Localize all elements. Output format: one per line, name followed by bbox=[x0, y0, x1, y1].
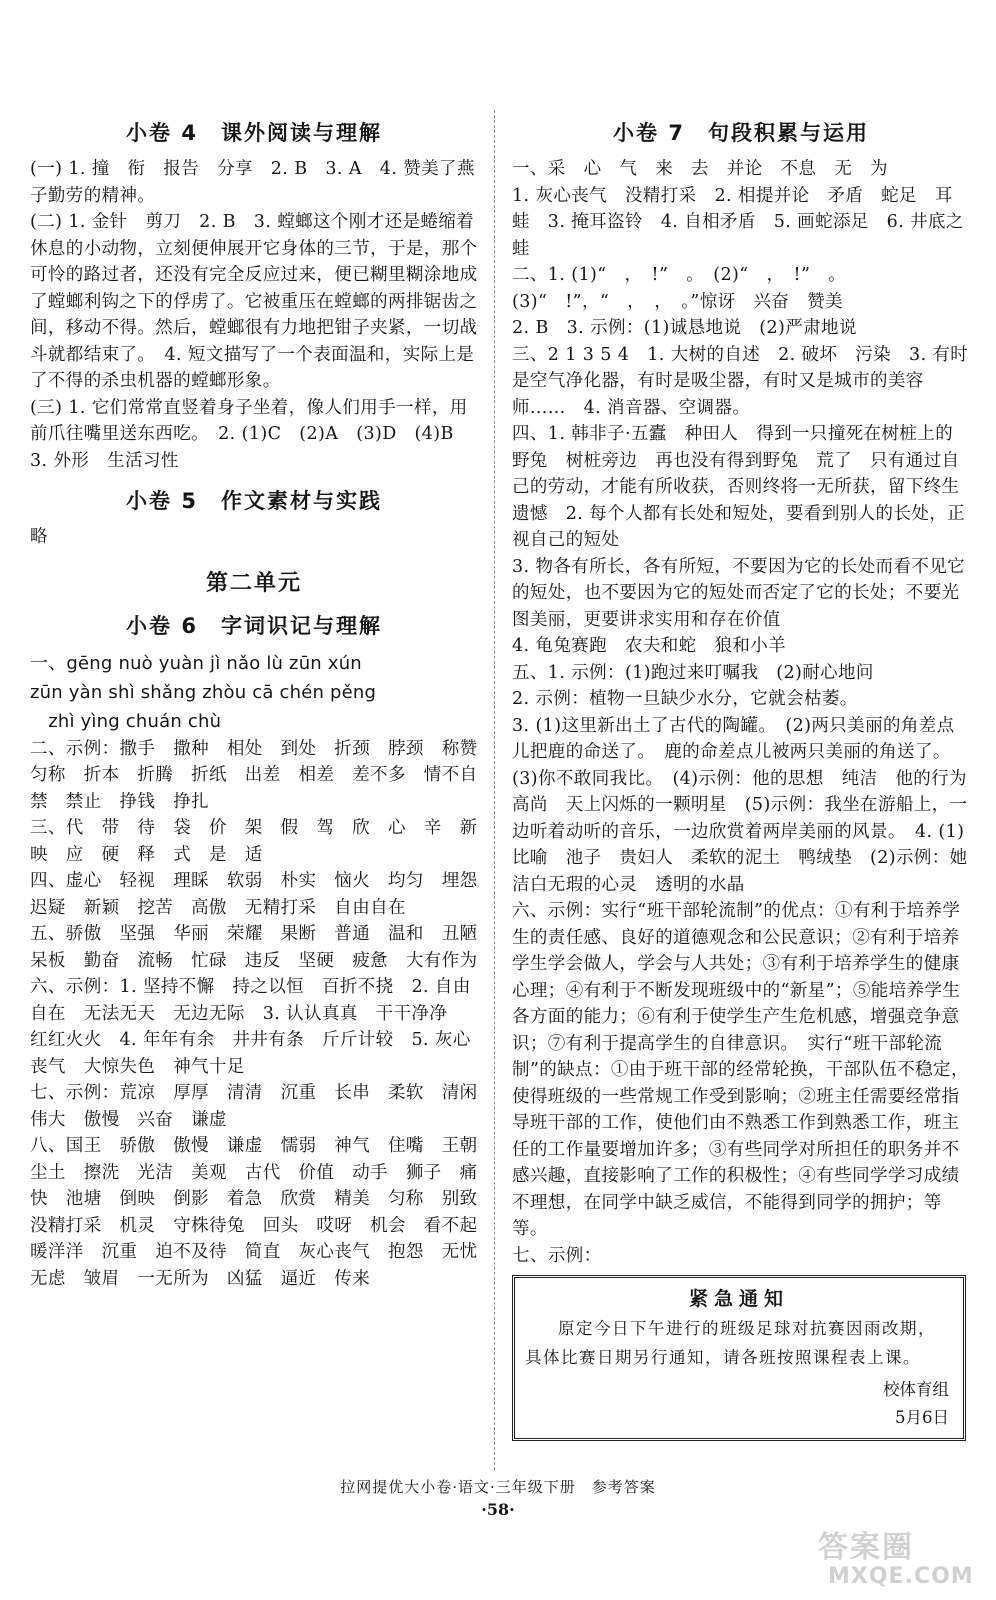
notice-signer: 校体育组 bbox=[883, 1380, 949, 1399]
section-5-title: 小卷 5 作文素材与实践 bbox=[126, 489, 382, 513]
emergency-notice-box bbox=[512, 1275, 966, 1441]
section-4-answers: (一) 1. 撞 衔 报告 分享 2. B 3. A 4. 赞美了燕子勤劳的精神。 (二) 1. 金针 剪刀 2. B 3. 螳螂这个刚才还是蜷缩着休息的小动物，立刻便伸展开它身体的三节，于是，那个可怜的路过者，还没有完全反应过来，便已糊里糊涂地成了螳螂利钩之下的俘虏了。它被重压在螳螂的两排锯齿之间，移动不得。然后，螳螂很有力地把钳子夹紧，一切战斗就都结束了。 4. 短文描写了一个表面温和，实际上是了不得的杀虫机器的螳螂形象。 (三) 1. 它们常常直竖着身子坐着，像人们用手一样，用前爪往嘴里送东西吃。 2. (1)C (2)A (3)D (4)B 3. 外形 生活习性 bbox=[30, 159, 478, 471]
section-7-title: 小卷 7 句段积累与运用 bbox=[613, 121, 869, 145]
watermark-domain: MXQE.COM bbox=[828, 1564, 974, 1589]
section-6-answers: 二、示例：撒手 撒种 相处 到处 折颈 脖颈 称赞 匀称 折本 折腾 折纸 出差 相差 差不多 情不自禁 禁止 挣钱 挣扎 三、代 带 待 袋 价 架 假 驾 欣 心 辛 新 映 应 硬 释 式 是 适 四、虚心 轻视 理睬 软弱 朴实 恼火 均匀 埋怨 迟疑 新颖 挖苦 高傲 无精打采 自由自在 五、骄傲 坚强 华丽 荣耀 果断 普通 温和 丑陋 呆板 勤奋 流畅 忙碌 违反 坚硬 疲惫 大有作为 六、示例：1. 坚持不懈 持之以恒 百折不挠 2. 自由自在 无法无天 无边无际 3. 认认真真 干干净净 红红火火 4. 年年有余 井井有条 斤斤计较 5. 灰心丧气 大惊失色 神气十足 七、示例：荒凉 厚厚 清清 沉重 长串 柔软 清闲 伟大 傲慢 兴奋 谦虚 八、国王 骄傲 傲慢 谦虚 懦弱 神气 住嘴 王朝 尘土 擦洗 光洁 美观 古代 价值 动手 狮子 痛快 池塘 倒映 倒影 着急 欣赏 精美 匀称 别致 没精打采 机灵 守株待兔 回头 哎呀 机会 看不起 暖洋洋 沉重 迫不及待 简直 灰心丧气 抱怨 无忧无虑 皱眉 一无所为 凶猛 逼近 传来 bbox=[30, 738, 478, 1289]
notice-title: 紧急通知 bbox=[688, 1288, 789, 1310]
section-5-answers: 略 bbox=[30, 527, 48, 547]
notice-date: 5月6日 bbox=[895, 1408, 949, 1427]
left-column bbox=[30, 112, 478, 1292]
page-number: ·58· bbox=[481, 1500, 515, 1519]
footer-book-title: 拉网提优大小卷·语文·三年级下册 参考答案 bbox=[340, 1478, 656, 1496]
column-divider bbox=[494, 110, 495, 1470]
section-6-pinyin: 一、gēng nuò yuàn jì nǎo lù zūn xún zūn yàn shì shǎng zhòu cā chén pěng zhì yìng chuán chù bbox=[30, 652, 377, 732]
watermark-text: 答案圈 bbox=[818, 1530, 914, 1565]
section-6-title: 小卷 6 字词识记与理解 bbox=[126, 613, 382, 638]
unit-title: 第二单元 bbox=[205, 570, 302, 596]
watermark-logo bbox=[818, 1522, 988, 1594]
section-7-answers: 一、采 心 气 来 去 并论 不息 无 为 1. 灰心丧气 没精打采 2. 相提并论 矛盾 蛇足 耳 蛙 3. 掩耳盗铃 4. 自相矛盾 5. 画蛇添足 6. 井底之蛙 二、1. (1)“ ， !” 。 (2)“ ， !” 。 (3)“ !”，“ ， ， 。”惊讶 兴奋 赞美 2. B 3. 示例：(1)诚恳地说 (2)严肃地说 三、2 1 3 5 4 1. 大树的自述 2. 破坏 污染 3. 有时是空气净化器，有时是吸尘器，有时又是城市的美容师…… 4. 消音器、空调器。 四、1. 韩非子·五蠹 种田人 得到一只撞死在树桩上的野兔 树桩旁边 再也没有得到野兔 荒了 只有通过自己的劳动，才能有所收获，否则终将一无所获，留下终生遗憾 2. 每个人都有长处和短处，要看到别人的长处，正视自己的短处 3. 物各有所长，各有所短，不要因为它的长处而看不见它的短处，也不要因为它的短处而否定了它的长处；不要光图美丽，更要讲求实用和存在价值 4. 龟兔赛跑 农夫和蛇 狼和小羊 五、1. 示例：(1)跑过来叮嘱我 (2)耐心地问 2. 示例：植物一旦缺少水分，它就会枯萎。 3. (1)这里新出土了古代的陶罐。 (2)两只美丽的角差点儿把鹿的命送了。 鹿的命差点儿被两只美丽的角送了。 (3)你不敢同我比。 (4)示例：他的思想 纯洁 他的行为 高尚 天上闪烁的一颗明星 (5)示例：我坐在游船上，一边听着动听的音乐，一边欣赏着两岸美丽的风景。 4. (1)比喻 池子 贵妇人 柔软的泥土 鸭绒垫 (2)示例：她洁白无瑕的心灵 透明的水晶 六、示例：实行“班干部轮流制”的优点：①有利于培养学生的责任感、良好的道德观念和公民意识；②有利于培养学生学会做人，学会与人共处；③有利于培养学生的健康心理；④有利于不断发现班级中的“新星”；⑤能培养学生各方面的能力；⑥有利于使学生产生危机感，增强竞争意识；⑦有利于提高学生的自律意识。 实行“班干部轮流制”的缺点：①由于班干部的经常轮换，干部队伍不稳定，使得班级的一些常规工作受到影响；②班主任需要经常指导班干部的工作，使他们由不熟悉工作到熟悉工作，班主任的工作量要增加许多；③有些同学对所担任的职务并不感兴趣，直接影响了工作的积极性；④有些同学学习成绩不理想，在同学中缺乏威信，不能得到同学的拥护；等等。 七、示例： bbox=[512, 159, 969, 1266]
notice-body: 原定今日下午进行的班级足球对抗赛因雨改期，具体比赛日期另行通知，请各班按照课程表上课。 bbox=[525, 1319, 936, 1367]
section-4-title: 小卷 4 课外阅读与理解 bbox=[126, 121, 382, 145]
right-column bbox=[512, 112, 970, 1441]
